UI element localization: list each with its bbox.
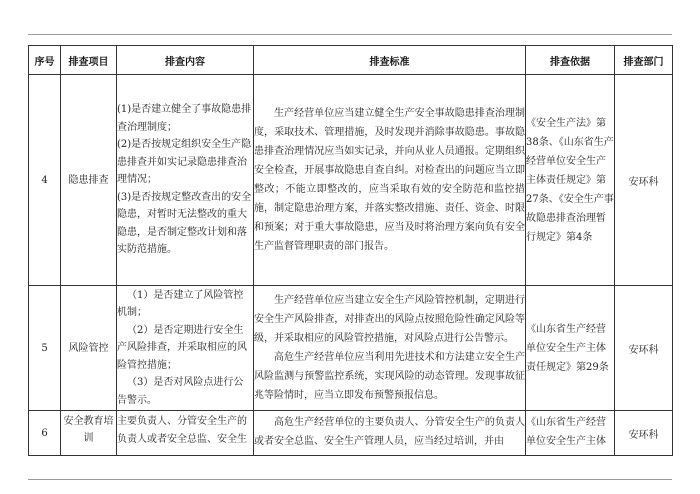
content-clause: (1)是否建立健全了事故隐患排查治理制度； — [117, 104, 252, 133]
inspection-content — [117, 411, 254, 456]
table-row — [29, 286, 673, 411]
standard-paragraph: 高危生产经营单位应当利用先进技术和方法建立安全生产风险监测与预警监控系统，实现风险的动态管理。发现事故征兆等险情时，应当立即发布预警预报信息。 — [254, 352, 525, 401]
basis-text: 《山东省生产经营单位安全生产主体 — [526, 417, 606, 447]
col-header-content: 排查内容 — [117, 46, 254, 75]
inspection-content — [117, 286, 254, 411]
table-row — [29, 75, 673, 286]
col-header-dept: 排查部门 — [615, 46, 673, 75]
content-clause: (3)是否按规定整改查出的安全隐患，对暂时无法整改的重大隐患，是否制定整改计划和落实防范措施。 — [117, 191, 252, 256]
standard-paragraph: 高危生产经营单位的主要负责人、分管安全生产的负责人或者安全总监、安全生产管理人员，应当经过培训，并由 — [254, 417, 525, 447]
table-row — [29, 411, 673, 456]
inspection-basis — [526, 411, 615, 456]
standard-paragraph: 生产经营单位应当建立安全生产风险管控机制，定期进行安全生产风险排查，对排查出的风险点按照危险性确定风险等级，并采取相应的风险管控措施，对风险点进行公告警示。 — [254, 295, 525, 344]
inspection-basis: 《安全生产法》第38条、《山东省生产经营单位安全生产主体责任规定》第27条、《安全生产事故隐患排查治理暂行规定》第4条 — [526, 75, 615, 286]
row-number: 5 — [29, 286, 61, 411]
footer-rule — [28, 479, 672, 480]
col-header-basis: 排查依据 — [526, 46, 615, 75]
inspection-content — [117, 75, 254, 286]
inspection-item: 隐患排查 — [61, 75, 117, 286]
col-header-standard: 排查标准 — [254, 46, 526, 75]
header-rule — [28, 34, 672, 35]
content-clause: (2)是否按规定组织安全生产隐患排查并如实记录隐患排查治理情况； — [117, 139, 252, 186]
inspection-standard — [254, 411, 526, 456]
inspection-standard: 生产经营单位应当建立健全生产安全事故隐患排查治理制度，采取技术、管理措施，及时发现并消除事故隐患。事故隐患排查治理情况应当如实记录，并向从业人员通报。定期组织安全检查，开展事故隐患自查自纠。对检查出的问题应当立即整改；不能立即整改的，应当采取有效的安全防范和监控措施，制定隐患治理方案，并落实整改措施、责任、资金、时限和预案；对于重大事故隐患，应当及时将治理方案向负有安全生产监督管理职责的部门报告。 — [254, 75, 526, 286]
content-clause: （2）是否定期进行安全生产风险排查，并采取相应的风险管控措施； — [117, 324, 247, 371]
content-clause: （1）是否建立了风险管控机制； — [117, 289, 244, 319]
row-number: 6 — [29, 411, 61, 456]
inspection-item: 风险管控 — [61, 286, 117, 411]
table-header-row — [29, 46, 673, 75]
inspection-item-text: 安全教育培训 — [63, 416, 114, 444]
inspection-standard — [254, 286, 526, 411]
content-clause: （3）是否对风险点进行公告警示。 — [117, 377, 244, 406]
inspection-department: 安环科 — [615, 411, 673, 456]
hazard-inspection-table — [28, 45, 673, 456]
content-clause: 主要负责人、分管安全生产的负责人或者安全总监、安全生 — [117, 416, 247, 445]
col-header-no: 序号 — [29, 46, 61, 75]
col-header-item: 排查项目 — [61, 46, 117, 75]
inspection-department: 安环科 — [615, 75, 673, 286]
inspection-item — [61, 411, 117, 456]
row-number: 4 — [29, 75, 61, 286]
inspection-department: 安环科 — [615, 286, 673, 411]
inspection-basis: 《山东省生产经营单位安全生产主体责任规定》第29条 — [526, 286, 615, 411]
